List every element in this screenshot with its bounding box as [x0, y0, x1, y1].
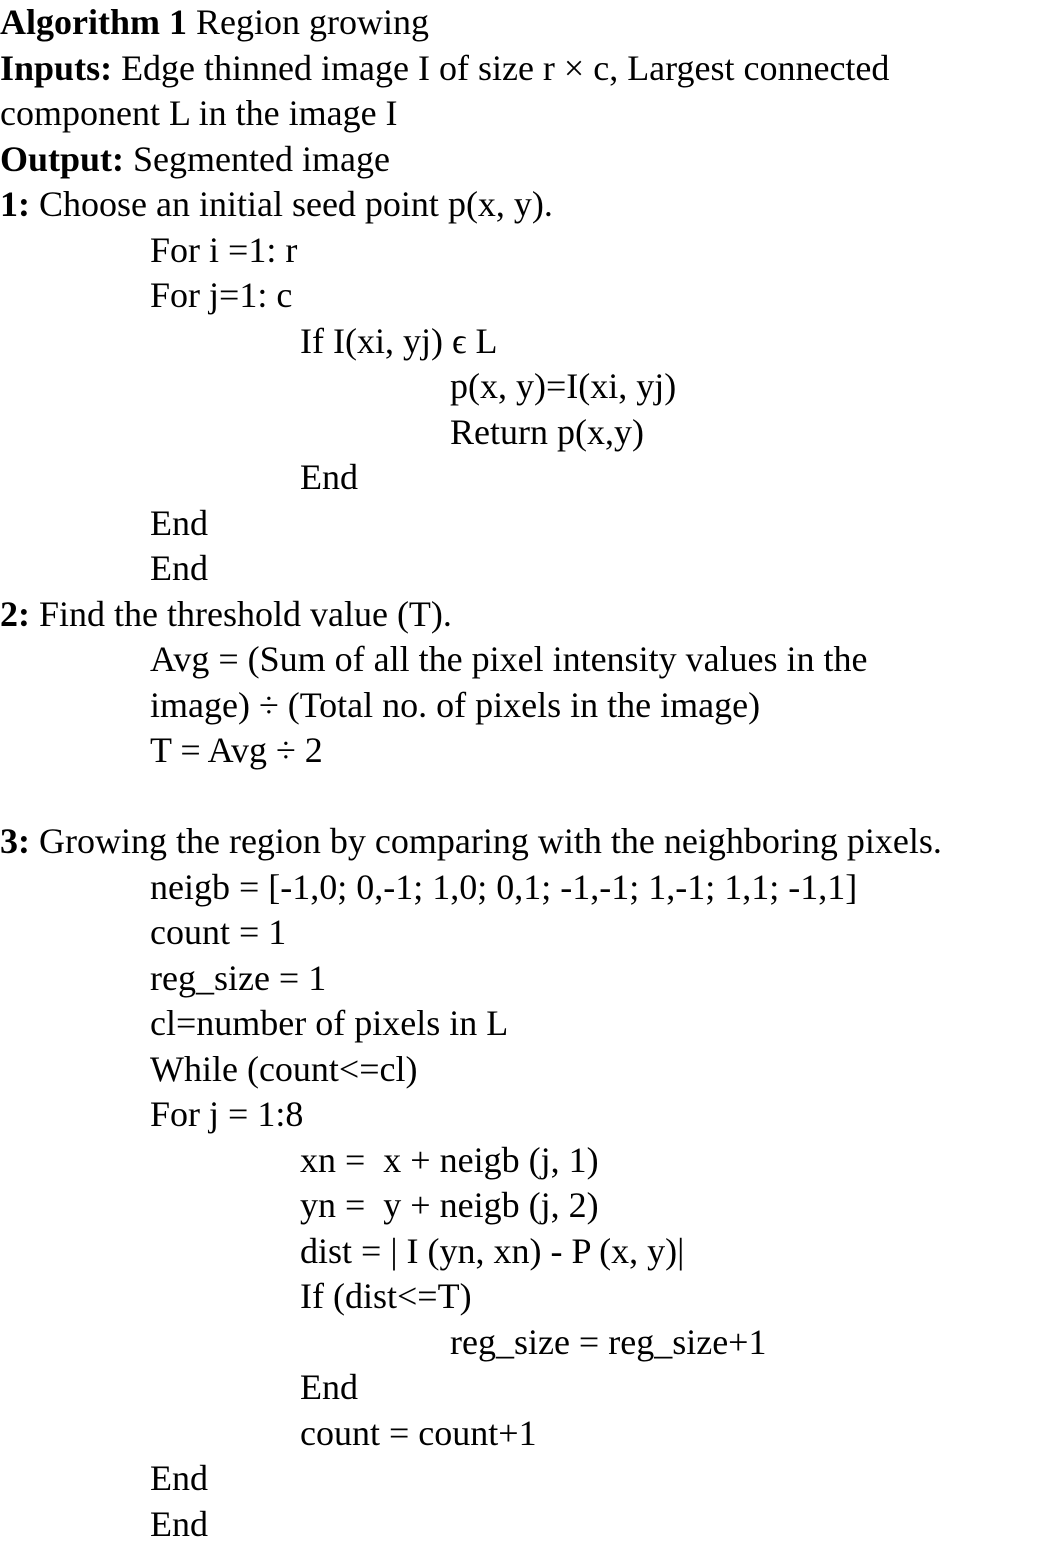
- step3-line: reg_size = 1: [150, 957, 327, 998]
- step3-line: For j = 1:8: [150, 1094, 304, 1134]
- step3-line: End: [300, 1367, 358, 1407]
- inputs-text: Edge thinned image I of size r × c, Largest connected: [112, 47, 890, 88]
- step3-line: count = 1: [150, 912, 287, 952]
- step3-text: Growing the region by comparing with the neighboring pixels.: [30, 821, 942, 861]
- step1-line: End: [150, 548, 208, 588]
- step2-heading: [0, 592, 1046, 638]
- blank-line: [0, 774, 1046, 820]
- step1-line: p(x, y)=I(xi, yj): [450, 366, 677, 406]
- step1-line: For j=1: c: [150, 275, 293, 315]
- step3-line: yn = y + neigb (j, 2): [300, 1185, 599, 1225]
- step1-line: Return p(x,y): [450, 411, 644, 452]
- output-label: Output:: [0, 138, 125, 179]
- step1-text: Choose an initial seed point p(x, y).: [30, 184, 553, 224]
- step3-line: count = count+1: [300, 1412, 537, 1453]
- inputs-label: Inputs:: [0, 47, 113, 88]
- step2-line: T = Avg ÷ 2: [150, 730, 323, 770]
- inputs-line: [0, 46, 1046, 92]
- step1-line: For i =1: r: [150, 229, 298, 270]
- step3-line: reg_size = reg_size+1: [450, 1321, 767, 1362]
- step1-line: If I(xi, yj) ϵ L: [300, 320, 498, 361]
- algorithm-label: Algorithm 1: [0, 2, 187, 42]
- step3-line: xn = x + neigb (j, 1): [300, 1139, 599, 1180]
- step2-line: image) ÷ (Total no. of pixels in the image): [150, 684, 761, 725]
- algorithm-title: Region growing: [186, 2, 429, 42]
- step1-line: End: [150, 502, 208, 543]
- step2-text: Find the threshold value (T).: [30, 593, 452, 634]
- step3-line: If (dist<=T): [300, 1276, 472, 1316]
- step3-line: End: [150, 1458, 208, 1498]
- output-text: Segmented image: [124, 138, 390, 179]
- step3-heading: [0, 819, 1046, 865]
- step3-line: cl=number of pixels in L: [150, 1003, 509, 1043]
- step3-line: While (count<=cl): [150, 1048, 418, 1089]
- step3-line: dist = | I (yn, xn) - P (x, y)|: [300, 1230, 685, 1271]
- algorithm-title-line: [0, 0, 1046, 46]
- step1-line: End: [300, 457, 358, 497]
- step1-number: 1:: [0, 184, 30, 224]
- output-line: [0, 137, 1046, 183]
- inputs-line-continued: [0, 91, 1046, 137]
- step3-number: 3:: [0, 821, 30, 861]
- step2-line: Avg = (Sum of all the pixel intensity values in the: [150, 639, 868, 679]
- step3-line: End: [150, 1503, 208, 1544]
- inputs-text-continued: component L in the image I: [0, 93, 398, 133]
- step2-number: 2:: [0, 593, 30, 634]
- step3-line: neigb = [-1,0; 0,-1; 1,0; 0,1; -1,-1; 1,-1; 1,1; -1,1]: [150, 866, 858, 907]
- step1-heading: [0, 182, 1046, 228]
